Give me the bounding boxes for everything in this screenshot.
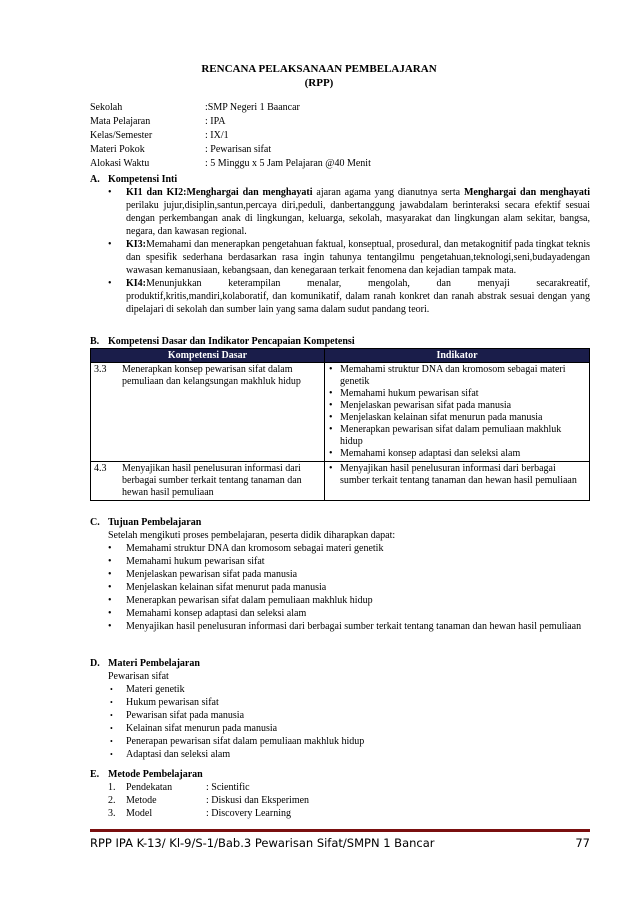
- section-e-heading: E. Metode Pembelajaran: [90, 769, 203, 780]
- section-d-heading: D. Materi Pembelajaran: [90, 658, 200, 669]
- list-item: • Hukum pewarisan sifat: [90, 696, 590, 709]
- list-item: • Menjelaskan pewarisan sifat pada manusia: [328, 400, 586, 412]
- list-item: • Menjelaskan pewarisan sifat pada manusia: [90, 568, 590, 581]
- section-e: [90, 768, 590, 820]
- ki-item: • KI1 dan KI2:Menghargai dan menghayati ajaran agama yang dianutnya serta Menghargai dan menghayati perilaku jujur,disiplin,santun,percaya diri,peduli, danbertanggung jawabdalam berinteraksi secara efektif sesuai dengan perkembangan anak di lingkungan, keluarga, sekolah, masyarakat dan lingkungan alam sekitar, bangsa, negara, dan kawasan regional.: [90, 186, 590, 238]
- list-item: • Memahami konsep adaptasi dan seleksi alam: [90, 607, 590, 620]
- footer-rule: [90, 829, 590, 832]
- list-item: • Memahami struktur DNA dan kromosom sebagai materi genetik: [328, 364, 586, 388]
- list-item: • Menjelaskan kelainan sifat menurut pada manusia: [90, 581, 590, 594]
- identity-row: Kelas/Semester : IX/1: [90, 130, 229, 141]
- list-item: • Menyajikan hasil penelusuran informasi dari berbagai sumber terkait tentang tanaman dan hewan hasil pemuliaan: [90, 620, 590, 633]
- kd-indikator-table: [90, 348, 590, 501]
- section-a: [90, 173, 590, 316]
- list-item: • Menyajikan hasil penelusuran informasi dari berbagai sumber terkait tentang tanaman dan hewan hasil pemuliaan: [328, 463, 586, 487]
- list-item: • Kelainan sifat menurun pada manusia: [90, 722, 590, 735]
- list-item: 2. Metode : Diskusi dan Eksperimen: [108, 795, 310, 806]
- footer-text: RPP IPA K-13/ Kl-9/S-1/Bab.3 Pewarisan Sifat/SMPN 1 Bancar: [90, 836, 435, 850]
- table-row: 4.3 Menyajikan hasil penelusuran informasi dari berbagai sumber terkait tentang tanaman dan hewan hasil pemuliaan • Menyajikan hasil penelusuran informasi dari berbagai sumber terkait tentang tanaman dan hewan hasil pemuliaan: [91, 462, 590, 501]
- list-item: • Memahami hukum pewarisan sifat: [90, 555, 590, 568]
- identity-block: [90, 101, 371, 171]
- header-kd: Kompetensi Dasar: [91, 349, 325, 363]
- identity-row: Mata Pelajaran : IPA: [90, 116, 226, 127]
- ki-item: • KI4:Menunjukkan keterampilan menalar, mengolah, dan menyaji secarakreatif, produktif,kritis,mandiri,kolaboratif, dan komunikatif, dalam ranah konkret dan ranah abstrak sesuai dengan yang dipelajari di sekolah dan sumber lain yang sama dalam sudut pandang teori.: [90, 277, 590, 316]
- doc-title: RENCANA PELAKSANAAN PEMBELAJARAN: [201, 63, 437, 75]
- page-number: 77: [575, 836, 590, 850]
- section-d: D. Materi Pembelajaran Pewarisan sifat • Materi genetik • Hukum pewarisan sifat • Pewarisan sifat pada manusia • Kelainan sifat menurun pada manusia • Penerapan pewarisan sifat dalam pemuliaan makhluk hidup • Adaptasi dan seleksi alam: [90, 657, 590, 761]
- identity-row: Alokasi Waktu : 5 Minggu x 5 Jam Pelajaran @40 Menit: [90, 158, 371, 169]
- list-item: • Menerapkan pewarisan sifat dalam pemuliaan makhluk hidup: [90, 594, 590, 607]
- section-a-heading: A. Kompetensi Inti: [90, 174, 178, 185]
- ki-item: • KI3:Memahami dan menerapkan pengetahuan faktual, konseptual, prosedural, dan metakognitif pada tingkat teknis dan spesifik sederhana berdasarkan rasa ingin tahunya tentangilmu pengetahuan,teknologi,seni,budayadengan wawasan kemanusiaan, kebangsaan, dan kenegaraan terkait fenomena dan kejadian tampak mata.: [90, 238, 590, 277]
- doc-subtitle: (RPP): [304, 77, 334, 89]
- identity-row: Sekolah :SMP Negeri 1 Baancar: [90, 102, 300, 113]
- header-indikator: Indikator: [325, 349, 590, 363]
- section-c: C. Tujuan Pembelajaran Setelah mengikuti proses pembelajaran, peserta didik diharapkan dapat: • Memahami struktur DNA dan kromosom sebagai materi genetik • Memahami hukum pewarisan sifat • Menjelaskan pewarisan sifat pada manusia • Menjelaskan kelainan sifat menurut pada manusia • Menerapkan pewarisan sifat dalam pemuliaan makhluk hidup • Memahami konsep adaptasi dan seleksi alam • Menyajikan hasil penelusuran informasi dari berbagai sumber terkait tentang tanaman dan hewan hasil pemuliaan: [90, 516, 590, 633]
- list-item: • Pewarisan sifat pada manusia: [90, 709, 590, 722]
- list-item: • Materi genetik: [90, 683, 590, 696]
- page-footer: [90, 836, 590, 850]
- list-item: 3. Model : Discovery Learning: [108, 808, 291, 819]
- list-item: • Menerapkan pewarisan sifat dalam pemuliaan makhluk hidup: [328, 424, 586, 448]
- list-item: • Memahami konsep adaptasi dan seleksi alam: [328, 448, 586, 460]
- identity-row: Materi Pokok : Pewarisan sifat: [90, 144, 272, 155]
- list-item: • Memahami hukum pewarisan sifat: [328, 388, 586, 400]
- indikator-list: [328, 364, 586, 460]
- table-row: 3.3 Menerapkan konsep pewarisan sifat dalam pemuliaan dan kelangsungan makhluk hidup • Memahami struktur DNA dan kromosom sebagai materi genetik • Memahami hukum pewarisan sifat • Menjelaskan pewarisan sifat pada manusia • Menjelaskan kelainan sifat menurun pada manusia • Menerapkan pewarisan sifat dalam pemuliaan makhluk hidup • Memahami konsep adaptasi dan seleksi alam: [91, 363, 590, 462]
- list-item: • Menjelaskan kelainan sifat menurun pada manusia: [328, 412, 586, 424]
- indikator-list: [328, 463, 586, 487]
- list-item: • Memahami struktur DNA dan kromosom sebagai materi genetik: [90, 542, 590, 555]
- section-b-heading: B. Kompetensi Dasar dan Indikator Pencapaian Kompetensi: [90, 336, 355, 347]
- list-item: 1. Pendekatan : Scientific: [108, 782, 250, 793]
- list-item: • Penerapan pewarisan sifat dalam pemuliaan makhluk hidup: [90, 735, 590, 748]
- list-item: • Adaptasi dan seleksi alam: [90, 748, 590, 761]
- section-c-heading: C. Tujuan Pembelajaran: [90, 517, 202, 528]
- table-header-row: [91, 349, 590, 363]
